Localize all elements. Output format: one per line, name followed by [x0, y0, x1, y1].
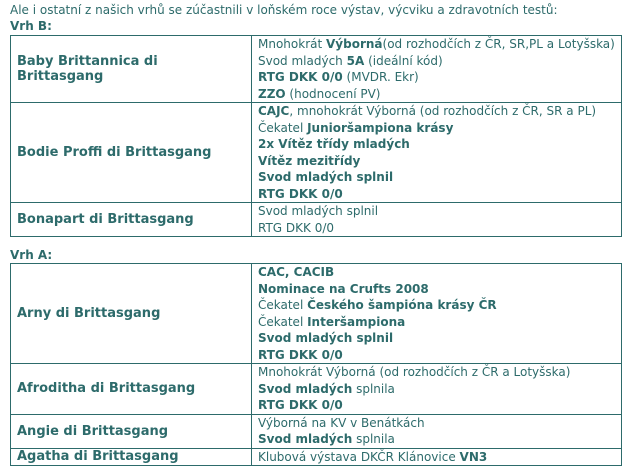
achievement-text: (ideální kód) [364, 53, 443, 68]
achievement-text: (od rozhodčích z ČR, SR,PL a Lotyšska) [382, 37, 615, 51]
achievement-line [258, 203, 615, 220]
dog-row [11, 264, 622, 364]
dog-row [11, 414, 622, 448]
dog-row [11, 103, 622, 203]
dog-row [11, 36, 622, 103]
achievement-highlight: Interšampiona [307, 314, 406, 329]
achievement-highlight: ZZO [258, 86, 286, 101]
achievement-text: Čekatel [258, 298, 308, 312]
group-title-vrh-a: Vrh A: [10, 248, 53, 262]
achievement-text: splnila [352, 381, 395, 396]
achievement-line [258, 347, 615, 364]
achievement-highlight: 2x Vítěz třídy mladých [258, 137, 410, 151]
group-title-vrh-b: Vrh B: [10, 19, 52, 33]
dog-achievements [252, 264, 622, 364]
achievement-highlight: Nominace na Crufts 2008 [258, 281, 429, 296]
achievement-line [258, 297, 615, 314]
achievement-highlight: Svod mladých splnil [258, 170, 394, 184]
achievement-text: RTG DKK 0/0 [258, 220, 335, 235]
achievement-text: Svod mladých [258, 53, 347, 68]
dog-name: Agatha di Brittasgang [11, 448, 252, 466]
achievement-highlight: RTG DKK 0/0 [258, 398, 343, 412]
achievement-line [258, 330, 615, 347]
achievement-line [258, 36, 615, 53]
achievement-highlight: 5A [346, 53, 365, 68]
achievement-line [258, 120, 615, 137]
achievement-line [258, 364, 615, 381]
dog-row [11, 364, 622, 415]
achievement-line [258, 381, 615, 398]
achievement-highlight: Vítěz mezitřídy [258, 153, 361, 168]
dog-achievements [252, 364, 622, 415]
achievement-line [258, 69, 615, 86]
achievement-line [258, 103, 615, 120]
dog-row [11, 203, 622, 237]
achievement-highlight: Junioršampiona krásy [307, 120, 454, 135]
achievement-highlight: RTG DKK 0/0 [258, 347, 343, 362]
achievement-text: Svod mladých splnil [258, 204, 379, 218]
achievement-highlight: CAJC [258, 104, 290, 118]
dog-name: Angie di Brittasgang [11, 414, 252, 448]
achievement-line [258, 136, 615, 153]
dog-achievements [252, 203, 622, 237]
dog-name: Baby Brittannica di Brittasgang [11, 36, 252, 103]
achievement-line [258, 264, 615, 281]
achievement-text: splnila [352, 432, 395, 446]
achievement-line [258, 53, 615, 70]
achievement-highlight: VN3 [459, 449, 488, 464]
achievement-text: (hodnocení PV) [285, 86, 381, 101]
achievement-text: Mnohokrát [258, 37, 327, 51]
achievement-highlight: Výborná [326, 37, 383, 51]
achievement-text: Čekatel [258, 120, 308, 135]
achievement-line [258, 86, 615, 103]
achievement-text: Mnohokrát Výborná (od rozhodčích z ČR a Lotyšska) [258, 365, 571, 379]
achievement-highlight: Svod mladých splnil [258, 331, 394, 345]
dog-name: Bodie Proffi di Brittasgang [11, 103, 252, 203]
dog-row [11, 448, 622, 466]
dog-name: Afroditha di Brittasgang [11, 364, 252, 415]
achievement-highlight: CAC, CACIB [258, 265, 335, 279]
achievement-line [258, 449, 615, 466]
intro-text: Ale i ostatní z našich vrhů se zúčastnili v loňském roce výstav, výcviku a zdravotních testů: [10, 3, 558, 17]
achievement-text: Klubová výstava DKČR Klánovice [258, 449, 460, 464]
achievement-line [258, 397, 615, 414]
achievement-line [258, 153, 615, 170]
achievement-text: Výborná na KV v Benátkách [258, 415, 425, 430]
achievement-line [258, 186, 615, 203]
achievement-highlight: RTG DKK 0/0 [258, 70, 343, 84]
dog-achievements [252, 448, 622, 466]
dog-name: Bonapart di Brittasgang [11, 203, 252, 237]
achievement-highlight: Českého šampióna krásy ČR [307, 298, 497, 312]
dog-achievements [252, 36, 622, 103]
achievement-line [258, 169, 615, 186]
achievement-text: (MVDR. Ekr) [342, 70, 419, 84]
dog-achievements [252, 103, 622, 203]
achievement-text: , mnohokrát Výborná (od rozhodčích z ČR, SR a PL) [289, 104, 597, 118]
achievement-line [258, 314, 615, 331]
achievement-line [258, 431, 615, 448]
achievement-highlight: Svod mladých [258, 381, 353, 396]
dogs-table-vrh-a [10, 263, 622, 466]
achievement-line [258, 281, 615, 298]
achievement-text: Čekatel [258, 314, 308, 329]
achievement-highlight: RTG DKK 0/0 [258, 186, 343, 201]
achievement-highlight: Svod mladých [258, 432, 353, 446]
achievement-line [258, 415, 615, 432]
dog-achievements [252, 414, 622, 448]
achievement-line [258, 220, 615, 237]
dogs-table-vrh-b [10, 35, 622, 237]
dog-name: Arny di Brittasgang [11, 264, 252, 364]
